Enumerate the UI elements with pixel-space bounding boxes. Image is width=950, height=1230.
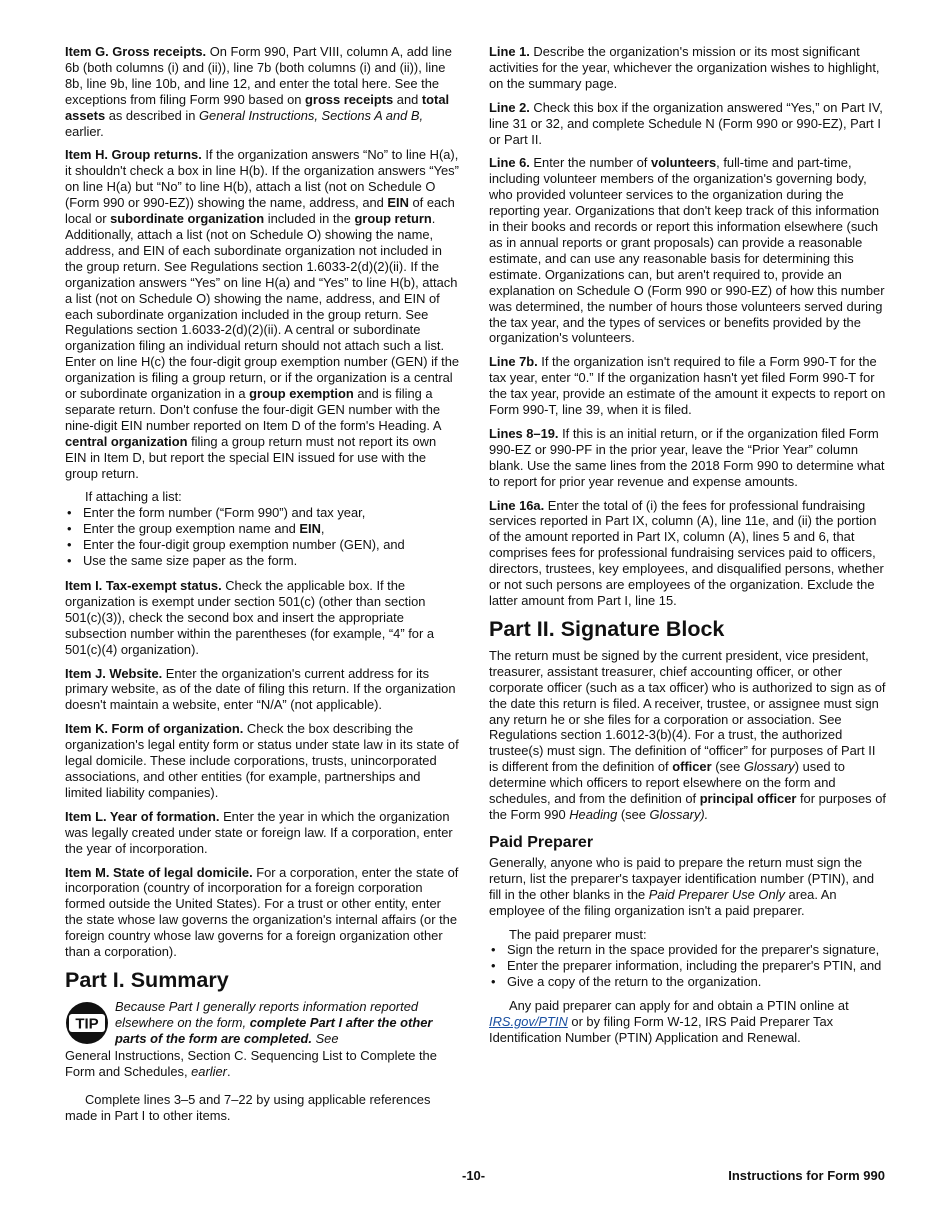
preparer-must-intro: The paid preparer must:: [509, 926, 647, 942]
item-k-paragraph: Item K. Form of organization. Check the box describing the organization's legal entity form or status under state law in its state of legal domicile. These include corporations, trusts, unincorporated associations, and other entities (for example, partnerships and limited liability companies).: [65, 721, 459, 800]
paid-preparer-heading: Paid Preparer: [489, 833, 594, 851]
list-item: • Enter the group exemption name and EIN,: [65, 521, 461, 537]
item-j-paragraph: Item J. Website. Enter the organization's current address for its primary website, as of the date of filing this return. If the organization doesn't maintain a website, enter “N/A” (not applicable).: [65, 665, 456, 713]
list-item: • Enter the preparer information, including the preparer's PTIN, and: [489, 958, 887, 974]
irs-ptin-link[interactable]: IRS.gov/PTIN: [489, 1014, 568, 1030]
signature-block-paragraph: The return must be signed by the current president, vice president, treasurer, assistant treasurer, chief accounting officer, or other corporate officer (such as a tax officer) who is authorized to sign as of the date this return is filed. A receiver, trustee, or assignee must sign any return he or she files for a corporation or association. See Regulations section 1.6012-3(b)(4). For a trust, the authorized trustee(s) must sign. The definition of “officer” for purposes of Part II is different from the definition of officer (see Glossary) used to determine which officers to report elsewhere on the form and schedules, and from the definition of principal officer for purposes of the Form 990 Heading (see Glossary).: [489, 647, 886, 822]
page-number: -10-: [462, 1168, 486, 1183]
item-g-heading: Item G. Gross receipts.: [65, 44, 207, 59]
list-item: • Use the same size paper as the form.: [65, 553, 461, 569]
attach-list-intro: If attaching a list:: [85, 489, 182, 505]
lines-8-19-paragraph: Lines 8–19. If this is an initial return, or if the organization filed Form 990-EZ or 990-PF in the prior year, leave the “Prior Year” column blank. Use the same lines from the 2018 Form 990 to determine what to report for prior year revenue and expense amounts.: [489, 425, 885, 489]
paid-preparer-paragraph: Generally, anyone who is paid to prepare the return must sign the return, list the preparer's taxpayer identification number (PTIN), and fill in the other blanks in the Paid Preparer Use Only area. An employee of the filing organization isn't a paid preparer.: [489, 854, 875, 918]
left-column: [65, 44, 461, 1132]
tip-continued: General Instructions, Section C. Sequencing List to Complete the Form and Schedules, earlier.: [65, 1047, 437, 1079]
line-7b-paragraph: Line 7b. If the organization isn't required to file a Form 990-T for the tax year, enter “0.” If the organization hasn't yet filed Form 990-T for the tax year, provide an estimate of the amount it expects to report on Form 990-T, line 39, when it is filed.: [489, 354, 886, 418]
list-item: • Sign the return in the space provided for the preparer's signature,: [489, 942, 887, 958]
tip-icon: [65, 1001, 109, 1045]
item-h-heading: Item H. Group returns.: [65, 147, 202, 163]
right-column: [489, 44, 887, 1054]
part-1-heading: Part I. Summary: [65, 967, 229, 992]
tip-box: TIP Because Part I generally reports information reported elsewhere on the form, complete Part I after the other parts of the form are completed. See: [65, 999, 461, 1049]
line-2-paragraph: Line 2. Check this box if the organization answered “Yes,” on Part IV, line 31 or 32, and complete Schedule N (Form 990 or 990-EZ), Part I or Part II.: [489, 99, 883, 147]
part-2-heading: Part II. Signature Block: [489, 616, 725, 641]
list-item: • Enter the form number (“Form 990”) and tax year,: [65, 505, 461, 521]
list-item: • Enter the four-digit group exemption number (GEN), and: [65, 537, 461, 553]
attach-list: [65, 505, 461, 569]
document-title: Instructions for Form 990: [728, 1168, 885, 1183]
line-16a-paragraph: Line 16a. Enter the total of (i) the fees for professional fundraising services reported in Part IX, column (A), line 11e, and (ii) the portion of the amount reported in Part IX, column (A), lines 5 and 6, that comprises fees for professional fundraising services paid to officers, directors, trustees, key employees, and disqualified persons, whether or not such persons are employees of the organization. Exclude the latter amount from Part I, line 15.: [489, 497, 884, 608]
ptin-paragraph: Any paid preparer can apply for and obtain a PTIN online at IRS.gov/PTIN or by filing Form W-12, IRS Paid Preparer Tax Identification Number (PTIN) Application and Renewal.: [489, 998, 849, 1045]
complete-lines-paragraph: Complete lines 3–5 and 7–22 by using applicable references made in Part I to other items.: [65, 1091, 431, 1123]
list-item: • Give a copy of the return to the organization.: [489, 974, 887, 990]
line-6-paragraph: Line 6. Enter the number of volunteers, full-time and part-time, including volunteer members of the organization's governing body, who provided volunteer services to the organization during the reporting year. Organizations that don't keep track of this information in their books and records or report this information elsewhere (such as in annual reports or grant proposals) can provide a reasonable estimate, and can use any reasonable basis for determining this estimate. Organizations can, but aren't required to, provide an explanation on Schedule O (Form 990 or 990-EZ) of how this number was determined, the number of hours those volunteers served during the tax year, and the types of services or benefits provided by the organization's volunteers.: [489, 155, 885, 346]
line-1-paragraph: Line 1. Describe the organization's mission or its most significant activities for the year, whichever the organization wishes to highlight, on the summary page.: [489, 44, 880, 91]
preparer-must-list: [489, 942, 887, 990]
item-i-paragraph: Item I. Tax-exempt status. Check the applicable box. If the organization is exempt under section 501(c) (other than section 501(c)(3)), check the second box and insert the appropriate subsection number within the parentheses (for example, “4” for a 501(c)(4) organization).: [65, 578, 435, 657]
item-g-paragraph: Item G. Gross receipts. On Form 990, Part VIII, column A, add line 6b (both columns (i) and (ii)), line 7b (both columns (i) and (ii)), line 8b, line 9b, line 10b, and line 12, and enter the total here. See the exceptions from filing Form 990 based on gross receipts and total assets as described in General Instructions, Sections A and B, earlier.: [65, 44, 452, 139]
item-h-paragraph: Item H. Group returns. If the organization answers “No” to line H(a), it shouldn't check a box in line H(b). If the organization answers “Yes” on line H(a) but “No” to line H(b), attach a list (not on Schedule O (Form 990 or 990-EZ)) showing the name, address, and EIN of each local or subordinate organization included in the group return. Additionally, attach a list (not on Schedule O) showing the name, address, and EIN of each subordinate organization not included in the group return. See Regulations section 1.6033-2(d)(2)(ii). If the organization answers “Yes” on line H(a) and “Yes” to line H(b), attach a list (not on Schedule O) showing the name, address, and EIN of each subordinate organization included in the group return. See Regulations section 1.6033-2(d)(2)(ii). A central or subordinate organization filing an individual return should not attach such a list. Enter on line H(c) the four-digit group exemption number (GEN) if the organization is filing a group return, or if the organization is a central or subordinate organization in a group exemption and is filing a separate return. Don't confuse the four-digit GEN number with the nine-digit EIN number reported on Item D of the form's Heading. A central organization filing a group return must not report its own EIN in Item D, but report the special EIN issued for use with the group return.: [65, 147, 460, 481]
item-m-paragraph: Item M. State of legal domicile. For a corporation, enter the state of incorporation (country of incorporation for a foreign corporation formed outside the United States). For a trust or other entity, enter the state whose law governs the organization's internal affairs (or the foreign country whose law governs for a foreign organization other than a corporation).: [65, 864, 459, 960]
item-l-paragraph: Item L. Year of formation. Enter the year in which the organization was legally created under state or foreign law. If a corporation, enter the year of incorporation.: [65, 808, 453, 856]
svg-text:TIP: TIP: [75, 1015, 99, 1033]
